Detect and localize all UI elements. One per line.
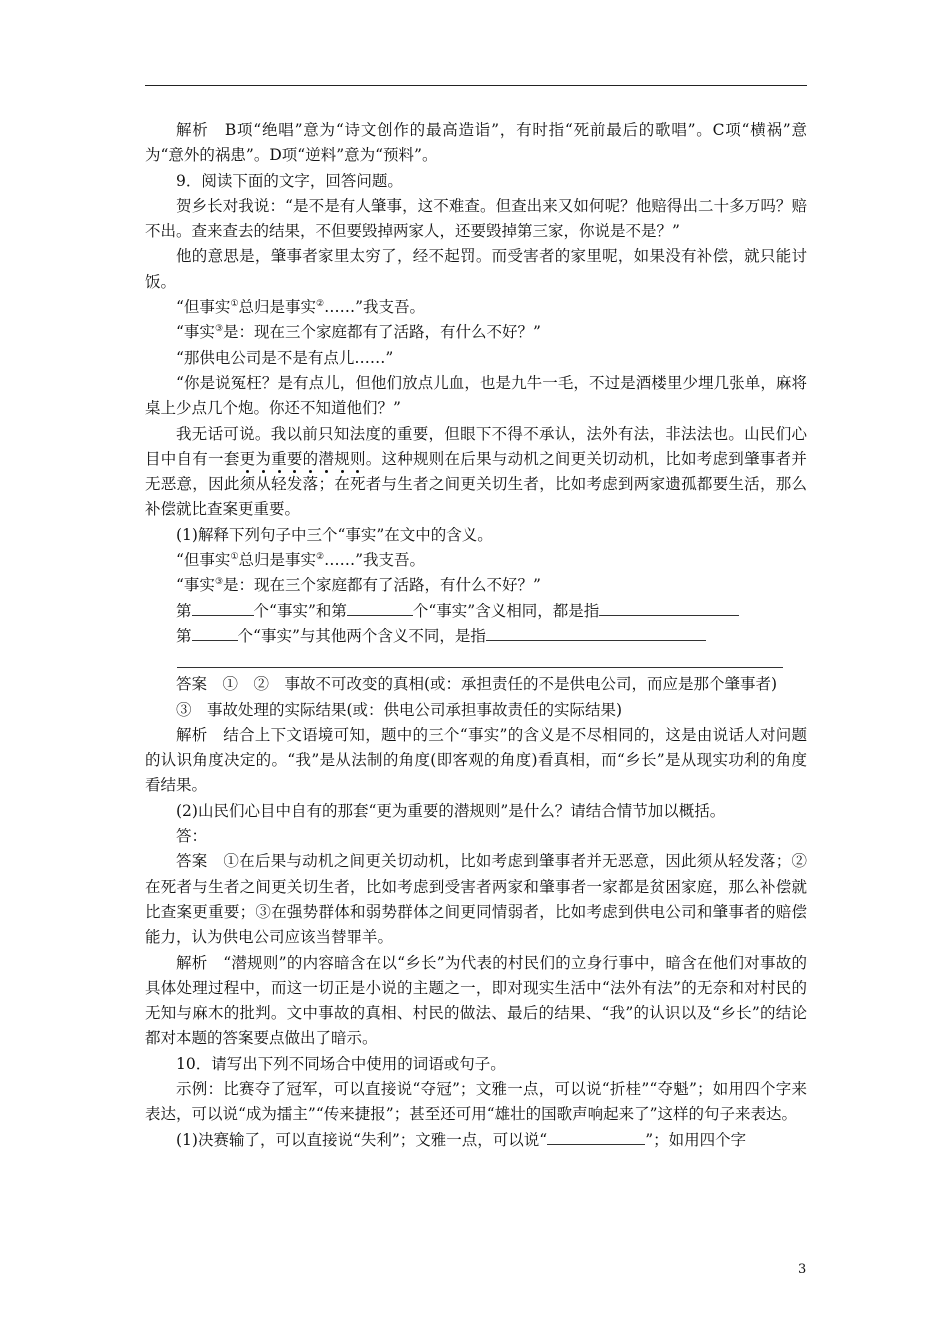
question-1: (1)解释下列句子中三个“事实”在文中的含义。 bbox=[176, 525, 493, 544]
circled-number: ① bbox=[230, 298, 239, 309]
circled-number: ① bbox=[230, 551, 239, 562]
answer-prompt: 答： bbox=[176, 827, 208, 846]
answer-line[interactable] bbox=[177, 653, 783, 668]
passage-paragraph: “但事实①总归是事实②……”我支吾。 bbox=[176, 298, 426, 317]
question-9-heading: 9．阅读下面的文字，回答问题。 bbox=[176, 171, 403, 190]
question-2: (2)山民们心目中自有的那套“更为重要的潜规则”是什么？请结合情节加以概括。 bbox=[176, 801, 726, 820]
emphasized-char: 要 bbox=[286, 449, 303, 468]
emphasized-char: 为 bbox=[255, 449, 272, 468]
emphasized-phrase bbox=[240, 450, 366, 468]
answer-blank[interactable] bbox=[192, 624, 238, 641]
analysis-paragraph: 解析 结合上下文语境可知，题中的三个“事实”的含义是不尽相同的，这是由说话人对问题的认识角度决定的。“我”是从法制的角度(即客观的角度)看真相，而“乡长”是从现实功利的角度看结果。 bbox=[145, 725, 807, 795]
answer-blank[interactable] bbox=[599, 599, 739, 616]
emphasized-char: 规 bbox=[334, 449, 350, 468]
circled-number: ③ bbox=[214, 324, 224, 335]
answer-paragraph: 答案 ① ② 事故不可改变的真相(或：承担责任的不是供电公司，而应是那个肇事者) bbox=[176, 675, 778, 694]
emphasized-char: 的 bbox=[302, 449, 319, 468]
passage-paragraph: 贺乡长对我说：“是不是有人肇事，这不难查。但查出来又如何呢？他赔得出二十多万吗？赔不出。查来查去的结果，不但要毁掉两家人，还要毁掉第三家，你说是不是？” bbox=[145, 196, 807, 241]
emphasized-char: 则 bbox=[349, 449, 366, 468]
emphasized-char: 更 bbox=[239, 449, 256, 468]
passage-paragraph: 他的意思是，肇事者家里太穷了，经不起罚。而受害者的家里呢，如果没有补偿，就只能讨饭。 bbox=[145, 247, 807, 291]
example-paragraph: 示例：比赛夺了冠军，可以直接说“夺冠”；文雅一点，可以说“折桂”“夺魁”；如用四个字来表达，可以说“成为擂主”“传来捷报”；甚至还可用“雄壮的国歌声响起来了”这样的句子来表达。 bbox=[145, 1079, 807, 1124]
analysis-paragraph: 解析 B项“绝唱”意为“诗文创作的最高造诣”，有时指“死前最后的歌唱”。C项“横祸”意为“意外的祸患”。D项“逆料”意为“预料”。 bbox=[145, 121, 807, 165]
quoted-sentence: “事实③是：现在三个家庭都有了活路，有什么不好？” bbox=[176, 576, 541, 595]
answer-blank[interactable] bbox=[347, 599, 413, 616]
analysis-paragraph: 解析 “潜规则”的内容暗含在以“乡长”为代表的村民们的立身行事中，暗含在他们对事故的具体处理过程中，而这一切正是小说的主题之一，即对现实生活中“法外有法”的无奈和对村民的无知与麻木的批判。文中事故的真相、村民的做法、最后的结果、“我”的认识以及“乡长”的结论都对本题的答案要点做出了暗示。 bbox=[145, 953, 807, 1048]
passage-paragraph: “那供电公司是不是有点儿……” bbox=[176, 348, 394, 367]
fill-in-line: 第 个“事实”和第 个“事实”含义相同，都是指 bbox=[145, 599, 807, 624]
header-rule bbox=[145, 85, 807, 86]
emphasized-char: 重 bbox=[271, 449, 287, 468]
question-10-heading: 10．请写出下列不同场合中使用的词语或句子。 bbox=[176, 1054, 506, 1073]
answer-blank[interactable] bbox=[547, 1128, 645, 1145]
passage-paragraph: “你是说冤枉？是有点儿，但他们放点儿血，也是九牛一毛，不过是酒楼里少埋几张单，麻将桌上少点几个炮。你还不知道他们？” bbox=[145, 373, 807, 418]
page-content bbox=[145, 118, 807, 1153]
emphasized-char: 潜 bbox=[318, 449, 335, 468]
answer-paragraph: 答案 ①在后果与动机之间更关切动机，比如考虑到肇事者并无恶意，因此须从轻发落；②在死者与生者之间更关切生者，比如考虑到受害者两家和肇事者一家都是贫困家庭，那么补偿就比查案更重要；③在强势群体和弱势群体之间更同情弱者，比如考虑到供电公司和肇事者的赔偿能力，认为供电公司应该当替罪羊。 bbox=[145, 852, 807, 947]
circled-number: ③ bbox=[214, 577, 224, 588]
passage-paragraph: “事实③是：现在三个家庭都有了活路，有什么不好？” bbox=[176, 323, 541, 342]
fill-in-line: 第 个“事实”与其他两个含义不同，是指 bbox=[145, 624, 807, 649]
page-number: 3 bbox=[798, 1262, 807, 1277]
question-10-1: (1)决赛输了，可以直接说“失利”；文雅一点，可以说“ ”；如用四个字 bbox=[145, 1128, 807, 1153]
passage-paragraph: 我无话可说。我以前只知法度的重要，但眼下不得不承认，法外有法，非法法也。山民们心目中自有一套更为重要的潜规则。这种规则在后果与动机之间更关切动机，比如考虑到肇事者并无恶意，因此须从轻发落；在死者与生者之间更关切生者，比如考虑到两家遗孤都要生活，那么补偿就比查案更重要。 bbox=[145, 424, 807, 519]
circled-number: ② bbox=[316, 551, 325, 562]
answer-blank[interactable] bbox=[192, 599, 254, 616]
answer-paragraph: ③ 事故处理的实际结果(或：供电公司承担事故责任的实际结果) bbox=[176, 700, 623, 719]
circled-number: ② bbox=[316, 298, 325, 309]
quoted-sentence: “但事实①总归是事实②……”我支吾。 bbox=[176, 551, 426, 570]
answer-blank[interactable] bbox=[486, 624, 706, 641]
